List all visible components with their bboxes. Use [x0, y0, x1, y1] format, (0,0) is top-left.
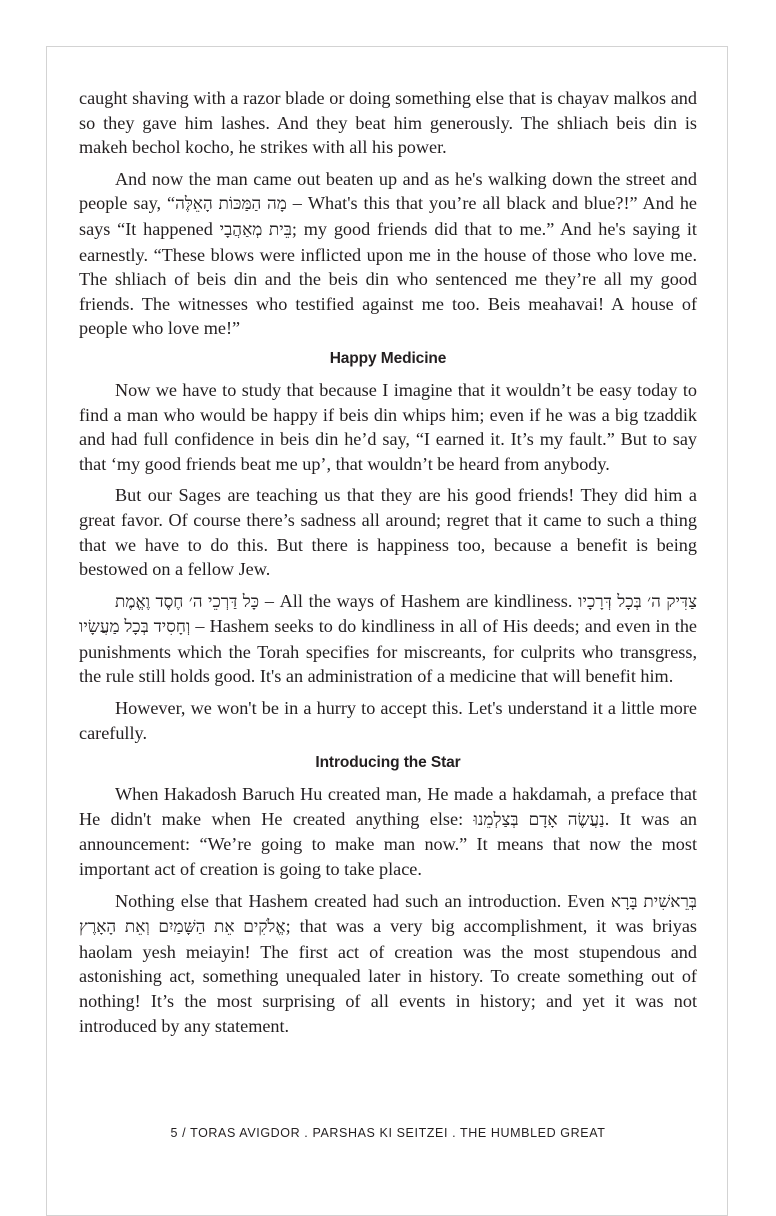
p2-text-b: – What's this that you’re all black and blue?!” And he says “It happened — [79, 193, 697, 239]
p2-text-c: ; my good friends did that to me.” And he's saying it earnestly. “These blows were inflicted upon me in the house of those who love me. The shliach of beis din and the beis din who sentenced me they’re all my good friends. The witnesses who testified against me too. Beis meahavai! A house of people who love me!” — [79, 218, 697, 339]
p7-text-b: . It was an announcement: “We’re going to make man now.” It means that now the most important act of creation is going to take place. — [79, 808, 698, 880]
p2-hebrew-2: בֵּית מְאַהֲבָי — [219, 219, 292, 239]
p7-hebrew-1: נַעֲשֶׂה אָדָם בְּצַלְמֵנוּ — [473, 809, 605, 829]
p2-text-a: And now the man came out beaten up and as he's walking down the street and people say, “ — [79, 168, 697, 214]
paragraph-2 — [79, 167, 697, 341]
heading-happy-medicine: Happy Medicine — [329, 349, 447, 367]
p5-text-b: – Hashem seeks to do kindliness in all of His deeds; and even in the punishments which the Torah specifies for miscreants, for culprits who transgress, the rule still holds good. It's an administration of a medicine that will benefit him. — [79, 616, 697, 687]
paragraph-4: But our Sages are teaching us that they are his good friends! They did him a great favor. Of course there’s sadness all around; regret that it came to such a thing that we have to do this. But there is happiness too, because a benefit is being bestowed on a fellow Jew. — [79, 485, 697, 580]
paragraph-7 — [79, 782, 697, 881]
p5-hebrew-2: צַדִּיק ה׳ בְּכָל דְּרָכָיו וְחָסִיד בְּכָל מַעֲשָׂיו — [79, 591, 697, 637]
p8-text-b: ; that was a very big accomplishment, it was briyas haolam yesh meiayin! The first act of creation was the most stupendous and astonishing act, something unequaled later in history. To create something out of nothing! It’s the most surprising of all events in history; and yet it was not introduced by any statement. — [79, 916, 698, 1036]
paragraph-8 — [79, 889, 697, 1039]
page-body — [79, 86, 697, 1045]
p7-text-a: When Hakadosh Baruch Hu created man, He made a hakdamah, a preface that He didn't make when He created anything else: — [79, 784, 697, 829]
page-footer: 5 / TORAS AVIGDOR . PARSHAS KI SEITZEI . THE HUMBLED GREAT — [170, 1126, 606, 1140]
paragraph-1: caught shaving with a razor blade or doing something else that is chayav malkos and so they gave him lashes. And they beat him generously. The shliach beis din is makeh bechol kocho, he strikes with all his power. — [79, 88, 697, 158]
heading-introducing-the-star: Introducing the Star — [315, 754, 461, 772]
p8-hebrew-1: בְּרֵאשִׁית בָּרָא אֱלֹקִים אֵת הַשָּׁמַיִם וְאֵת הָאָרֶץ — [79, 891, 697, 937]
paragraph-6: However, we won't be in a hurry to accept this. Let's understand it a little more carefully. — [79, 698, 697, 743]
p2-hebrew-1: מָה הַמַּכּוֹת הָאֵלֶּה — [175, 194, 287, 214]
paragraph-3: Now we have to study that because I imagine that it wouldn’t be easy today to find a man who would be happy if beis din whips him; even if he was a big tzaddik and had full confidence in beis din he’d say, “I earned it. It’s my fault.” But to say that ‘my good friends beat me up’, that wouldn’t be heard from anybody. — [79, 379, 697, 474]
p5-text-a: – All the ways of Hashem are kindliness. — [259, 590, 579, 611]
p5-hebrew-1: כָּל דַּרְכֵי ה׳ חֶסֶד וֶאֱמֶת — [115, 591, 260, 611]
p8-text-a: Nothing else that Hashem created had such an introduction. Even — [115, 890, 611, 911]
paragraph-5 — [79, 589, 697, 689]
